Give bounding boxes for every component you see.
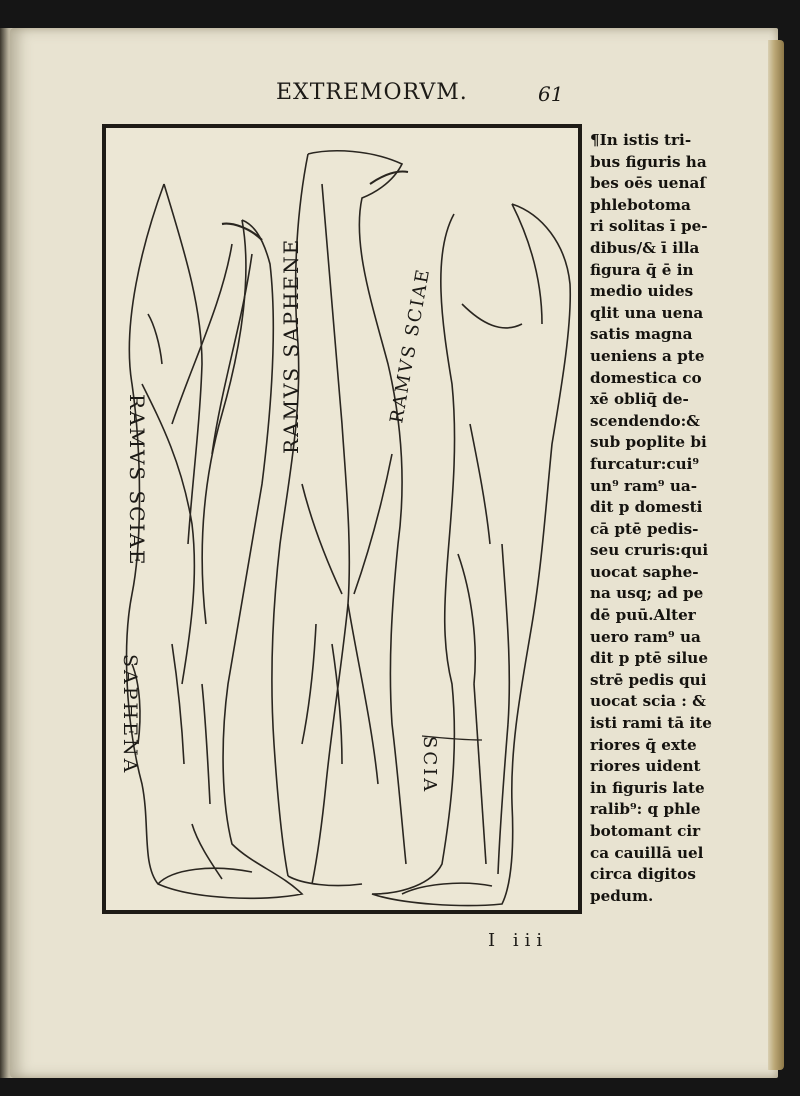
- label-ramus-saphene: RAMVS SAPHENE: [279, 237, 303, 454]
- commentary-text-column: [590, 130, 714, 907]
- text-line: dit p domesti: [590, 498, 703, 517]
- text-line: un⁹ ram⁹ ua-: [590, 476, 698, 495]
- signature-mark: I iii: [488, 930, 549, 951]
- text-line: ralib⁹: q phle: [590, 800, 701, 819]
- text-line: circa digitos: [590, 865, 696, 884]
- text-line: isti rami tā ite: [590, 714, 712, 733]
- label-scia: SCIA: [419, 736, 440, 795]
- text-line: ri solitas ī pe-: [590, 217, 708, 236]
- page-fore-edge: [768, 40, 784, 1070]
- text-line: figura q̄ ē in: [590, 260, 694, 279]
- text-line: riores uident: [590, 757, 701, 776]
- text-line: medio uides: [590, 282, 694, 301]
- text-line: satis magna: [590, 325, 693, 344]
- label-ramus-sciae-middle: RAMVS SCIAE: [386, 266, 435, 425]
- text-line: uero ram⁹ ua: [590, 627, 701, 646]
- text-line: dē puū.Alter: [590, 606, 696, 625]
- text-line: dibus/& ī illa: [590, 238, 700, 257]
- text-line: riores q̄ exte: [590, 735, 697, 754]
- text-line: uocat saphe-: [590, 562, 699, 581]
- text-line: botomant cir: [590, 822, 701, 840]
- figure-frame: [104, 126, 580, 912]
- text-line: dit p ptē silue: [590, 649, 708, 668]
- text-line: scendendo:&: [590, 411, 700, 430]
- text-line: cā ptē pedis-: [590, 519, 699, 538]
- text-line: ¶In istis tri-: [590, 131, 692, 149]
- text-line: seu cruris:qui: [590, 541, 709, 560]
- text-line: qlit una uena: [590, 303, 704, 322]
- label-ramus-sciae-left: RAMVS SCIAE: [125, 394, 149, 567]
- text-line: domestica co: [590, 368, 702, 387]
- text-line: in figuris late: [590, 778, 705, 797]
- running-head: EXTREMORVM.: [276, 80, 468, 105]
- text-line: phlebotoma: [590, 195, 691, 214]
- text-line: ueniens a pte: [590, 346, 705, 365]
- woodcut-svg: [102, 124, 582, 914]
- text-line: bus figuris ha: [590, 152, 707, 171]
- text-line: furcatur:cui⁹: [590, 454, 700, 473]
- text-line: xē obliq̄ de-: [590, 390, 689, 409]
- anatomical-woodcut: [102, 124, 582, 914]
- text-line: na usq; ad pe: [590, 584, 704, 603]
- text-line: bes oēs uenaſ: [590, 174, 706, 193]
- text-line: uocat scia : &: [590, 692, 706, 711]
- text-line: strē pedis qui: [590, 670, 707, 689]
- text-line: sub poplite bi: [590, 433, 707, 452]
- folio-number: 61: [538, 82, 564, 106]
- label-saphena: SAPHENA: [119, 654, 141, 776]
- text-line: pedum.: [590, 886, 654, 905]
- text-line: ca cauillā uel: [590, 843, 704, 862]
